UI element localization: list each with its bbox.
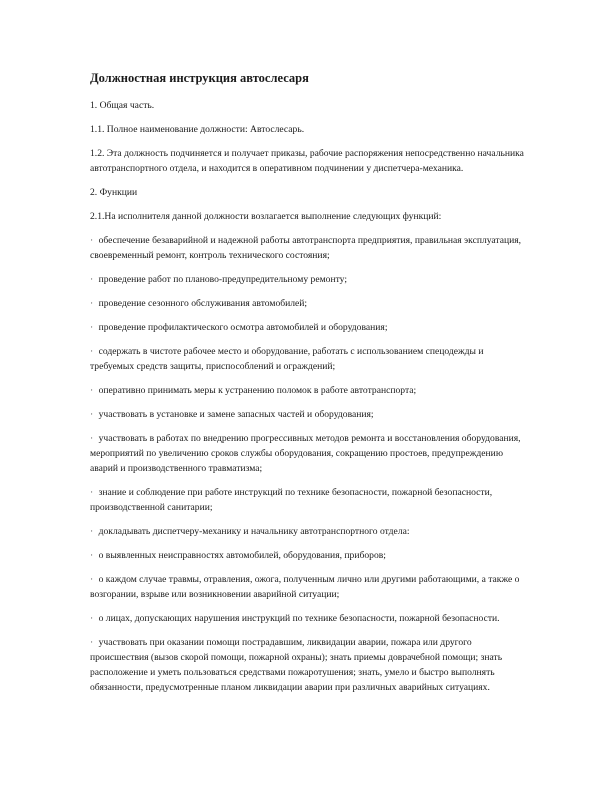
- list-item: [90, 344, 530, 374]
- bullet-marker: ·: [90, 613, 94, 624]
- bullet-marker: ·: [90, 322, 94, 333]
- list-item-text: участвовать в работах по внедрению прогрессивных методов ремонта и восстановления оборудования, мероприятий по увеличению сроков службы оборудования, сокращению простоев, предупреждению аварий и производственного травматизма;: [90, 433, 521, 474]
- bullet-marker: ·: [90, 346, 94, 357]
- list-item-text: о выявленных неисправностях автомобилей, оборудования, приборов;: [98, 550, 386, 561]
- list-item: [90, 611, 530, 626]
- bullet-marker: ·: [90, 433, 94, 444]
- list-item: [90, 431, 530, 476]
- list-item-text: оперативно принимать меры к устранению поломок в работе автотранспорта;: [98, 385, 417, 396]
- bullet-marker: ·: [90, 235, 94, 246]
- paragraph-2-1: 2.1.На исполнителя данной должности возлагается выполнение следующих функций:: [90, 211, 442, 222]
- list-item-text: участвовать в установке и замене запасных частей и оборудования;: [98, 409, 374, 420]
- list-item-text: проведение сезонного обслуживания автомобилей;: [98, 298, 308, 309]
- list-item-text: о лицах, допускающих нарушения инструкций по технике безопасности, пожарной безопасности.: [98, 613, 500, 624]
- list-item: [90, 572, 530, 602]
- list-item: [90, 524, 530, 539]
- list-item-text: проведение профилактического осмотра автомобилей и оборудования;: [98, 322, 388, 333]
- paragraph-1-2: 1.2. Эта должность подчиняется и получает приказы, рабочие распоряжения непосредственно начальника автотранспортного отдела, и находится в оперативном подчинении у диспетчера-механика.: [90, 148, 524, 174]
- bullet-marker: ·: [90, 487, 94, 498]
- bullet-marker: ·: [90, 385, 94, 396]
- document-title: Должностная инструкция автослесаря: [90, 71, 309, 85]
- document-body: [90, 70, 530, 704]
- list-item: [90, 548, 530, 563]
- list-item: [90, 383, 530, 398]
- list-item: [90, 320, 530, 335]
- bullet-marker: ·: [90, 550, 94, 561]
- list-item-text: участвовать при оказании помощи пострадавшим, ликвидации аварии, пожара или другого происшествия (вызов скорой помощи, пожарной охраны); знать приемы доврачебной помощи; знать расположение и уметь пользоваться средствами пожаротушения; знать, умело и быстро выполнять обязанности, предусмотренные планом ликвидации аварии при различных аварийных ситуациях.: [90, 637, 503, 693]
- list-item-text: докладывать диспетчеру-механику и начальнику автотранспортного отдела:: [98, 526, 410, 537]
- list-item: [90, 407, 530, 422]
- list-item-text: о каждом случае травмы, отравления, ожога, полученным лично или другими работающими, а также о возгорании, взрыве или возникновении аварийной ситуации;: [90, 574, 520, 600]
- bullet-marker: ·: [90, 409, 94, 420]
- list-item: [90, 296, 530, 311]
- section-functions: 2. Функции: [90, 187, 138, 198]
- list-item-text: знание и соблюдение при работе инструкций по технике безопасности, пожарной безопасности, производственной санитарии;: [90, 487, 493, 513]
- paragraph-1-1: 1.1. Полное наименование должности: Автослесарь.: [90, 124, 305, 135]
- list-item: [90, 272, 530, 287]
- list-item: [90, 485, 530, 515]
- bullet-marker: ·: [90, 574, 94, 585]
- list-item: [90, 233, 530, 263]
- bullet-marker: ·: [90, 298, 94, 309]
- bullet-marker: ·: [90, 526, 94, 537]
- list-item: [90, 635, 530, 695]
- list-item-text: обеспечение безаварийной и надежной работы автотранспорта предприятия, правильная эксплуатация, своевременный ремонт, контроль технического состояния;: [90, 235, 522, 261]
- list-item-text: содержать в чистоте рабочее место и оборудование, работать с использованием спецодежды и требуемых средств защиты, приспособлений и ограждений;: [90, 346, 484, 372]
- bullet-marker: ·: [90, 274, 94, 285]
- section-general: 1. Общая часть.: [90, 100, 155, 111]
- bullet-marker: ·: [90, 637, 94, 648]
- list-item-text: проведение работ по планово-предупредительному ремонту;: [98, 274, 348, 285]
